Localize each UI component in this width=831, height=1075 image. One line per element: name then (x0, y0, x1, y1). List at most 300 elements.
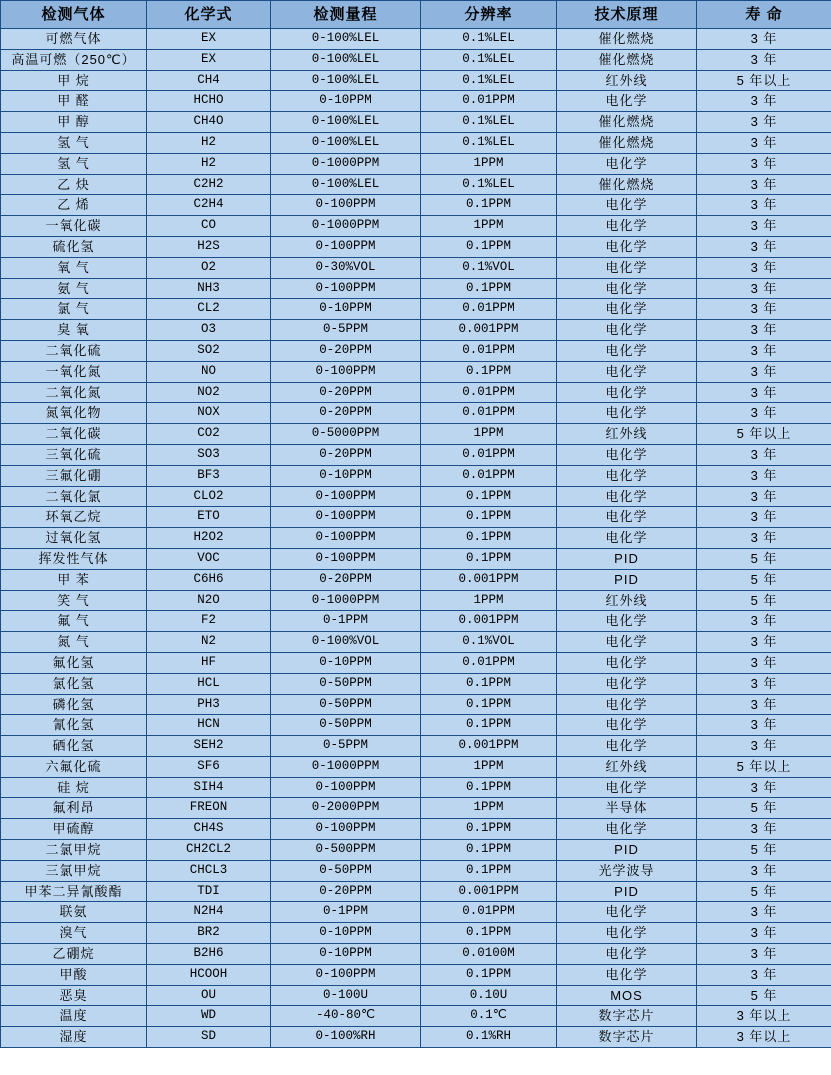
cell-resolution: 0.1PPM (421, 548, 557, 569)
cell-gas-name: 二氯甲烷 (1, 840, 147, 861)
cell-lifetime: 3 年 (697, 486, 831, 507)
cell-technology: 电化学 (557, 507, 697, 528)
cell-resolution: 0.1PPM (421, 507, 557, 528)
cell-gas-name: 三氯甲烷 (1, 860, 147, 881)
cell-resolution: 0.1%VOL (421, 257, 557, 278)
cell-gas-name: 三氧化硫 (1, 444, 147, 465)
cell-technology: 电化学 (557, 216, 697, 237)
table-row (1, 486, 831, 507)
cell-gas-name: 氟化氢 (1, 652, 147, 673)
cell-gas-name: 甲苯二异氰酸酯 (1, 881, 147, 902)
cell-chemical-formula: HCN (147, 715, 271, 736)
cell-chemical-formula: PH3 (147, 694, 271, 715)
cell-technology: PID (557, 548, 697, 569)
cell-chemical-formula: H2O2 (147, 528, 271, 549)
cell-chemical-formula: CH4S (147, 819, 271, 840)
cell-detection-range: 0-10PPM (271, 944, 421, 965)
cell-chemical-formula: H2S (147, 236, 271, 257)
cell-lifetime: 3 年 (697, 465, 831, 486)
cell-technology: PID (557, 840, 697, 861)
cell-chemical-formula: FREON (147, 798, 271, 819)
cell-lifetime: 3 年 (697, 923, 831, 944)
cell-chemical-formula: CH4O (147, 112, 271, 133)
cell-technology: 催化燃烧 (557, 174, 697, 195)
cell-gas-name: 过氧化氢 (1, 528, 147, 549)
cell-gas-name: 二氧化氮 (1, 382, 147, 403)
cell-detection-range: 0-1PPM (271, 611, 421, 632)
cell-technology: 电化学 (557, 299, 697, 320)
cell-lifetime: 3 年 (697, 964, 831, 985)
cell-detection-range: 0-100%LEL (271, 174, 421, 195)
cell-detection-range: 0-100PPM (271, 507, 421, 528)
cell-lifetime: 3 年 (697, 444, 831, 465)
cell-chemical-formula: C2H2 (147, 174, 271, 195)
cell-detection-range: 0-100PPM (271, 777, 421, 798)
cell-chemical-formula: O3 (147, 320, 271, 341)
cell-technology: PID (557, 569, 697, 590)
cell-detection-range: 0-50PPM (271, 673, 421, 694)
cell-resolution: 0.1PPM (421, 361, 557, 382)
cell-detection-range: 0-20PPM (271, 340, 421, 361)
cell-chemical-formula: TDI (147, 881, 271, 902)
cell-resolution: 0.1PPM (421, 195, 557, 216)
cell-gas-name: 挥发性气体 (1, 548, 147, 569)
cell-resolution: 0.1PPM (421, 673, 557, 694)
cell-technology: 电化学 (557, 382, 697, 403)
cell-gas-name: 氟利昂 (1, 798, 147, 819)
cell-chemical-formula: H2 (147, 132, 271, 153)
cell-chemical-formula: BR2 (147, 923, 271, 944)
cell-detection-range: 0-30%VOL (271, 257, 421, 278)
table-row (1, 1006, 831, 1027)
cell-gas-name: 环氧乙烷 (1, 507, 147, 528)
cell-technology: 电化学 (557, 444, 697, 465)
cell-technology: 电化学 (557, 278, 697, 299)
cell-gas-name: 氯化氢 (1, 673, 147, 694)
cell-resolution: 0.001PPM (421, 320, 557, 341)
cell-technology: 电化学 (557, 465, 697, 486)
cell-technology: 电化学 (557, 195, 697, 216)
cell-resolution: 0.0100M (421, 944, 557, 965)
header-row (1, 1, 831, 29)
cell-resolution: 0.1PPM (421, 860, 557, 881)
table-row (1, 715, 831, 736)
cell-chemical-formula: EX (147, 49, 271, 70)
cell-gas-name: 甲 烷 (1, 70, 147, 91)
cell-chemical-formula: C6H6 (147, 569, 271, 590)
cell-lifetime: 3 年 (697, 382, 831, 403)
cell-resolution: 1PPM (421, 216, 557, 237)
cell-gas-name: 二氧化氯 (1, 486, 147, 507)
cell-lifetime: 3 年 (697, 736, 831, 757)
cell-chemical-formula: EX (147, 29, 271, 50)
cell-lifetime: 3 年 (697, 299, 831, 320)
table-body (1, 29, 831, 1048)
cell-chemical-formula: WD (147, 1006, 271, 1027)
cell-resolution: 0.1PPM (421, 819, 557, 840)
cell-detection-range: 0-1PPM (271, 902, 421, 923)
cell-lifetime: 5 年以上 (697, 424, 831, 445)
cell-technology: 电化学 (557, 673, 697, 694)
cell-detection-range: 0-100%VOL (271, 632, 421, 653)
cell-gas-name: 臭 氧 (1, 320, 147, 341)
table-row (1, 964, 831, 985)
cell-technology: 电化学 (557, 320, 697, 341)
cell-resolution: 0.1℃ (421, 1006, 557, 1027)
cell-detection-range: 0-100%LEL (271, 70, 421, 91)
cell-resolution: 0.001PPM (421, 569, 557, 590)
table-row (1, 548, 831, 569)
cell-gas-name: 二氧化硫 (1, 340, 147, 361)
cell-resolution: 0.1PPM (421, 236, 557, 257)
cell-lifetime: 3 年 (697, 153, 831, 174)
cell-detection-range: 0-20PPM (271, 569, 421, 590)
cell-gas-name: 二氧化碳 (1, 424, 147, 445)
cell-lifetime: 3 年 (697, 403, 831, 424)
cell-resolution: 0.001PPM (421, 736, 557, 757)
cell-resolution: 0.01PPM (421, 382, 557, 403)
cell-resolution: 0.1%RH (421, 1027, 557, 1048)
cell-gas-name: 乙 炔 (1, 174, 147, 195)
cell-detection-range: 0-5PPM (271, 736, 421, 757)
table-row (1, 236, 831, 257)
cell-detection-range: 0-5PPM (271, 320, 421, 341)
cell-gas-name: 湿度 (1, 1027, 147, 1048)
cell-detection-range: 0-2000PPM (271, 798, 421, 819)
cell-gas-name: 甲酸 (1, 964, 147, 985)
cell-resolution: 0.1%LEL (421, 49, 557, 70)
cell-technology: 电化学 (557, 236, 697, 257)
table-row (1, 444, 831, 465)
table-row (1, 465, 831, 486)
table-row (1, 299, 831, 320)
cell-detection-range: 0-100%LEL (271, 132, 421, 153)
table-row (1, 361, 831, 382)
table-row (1, 153, 831, 174)
cell-technology: 数字芯片 (557, 1006, 697, 1027)
cell-lifetime: 3 年 (697, 694, 831, 715)
table-row (1, 1027, 831, 1048)
cell-technology: 催化燃烧 (557, 132, 697, 153)
cell-resolution: 0.1%LEL (421, 70, 557, 91)
cell-chemical-formula: H2 (147, 153, 271, 174)
table-row (1, 611, 831, 632)
column-header-formula: 化学式 (147, 1, 271, 29)
cell-lifetime: 3 年 (697, 91, 831, 112)
table-row (1, 257, 831, 278)
cell-resolution: 0.01PPM (421, 299, 557, 320)
cell-lifetime: 5 年以上 (697, 756, 831, 777)
cell-chemical-formula: NO (147, 361, 271, 382)
cell-technology: 电化学 (557, 694, 697, 715)
cell-gas-name: 氢 气 (1, 132, 147, 153)
cell-detection-range: 0-100PPM (271, 548, 421, 569)
cell-gas-name: 联氨 (1, 902, 147, 923)
cell-detection-range: 0-10PPM (271, 465, 421, 486)
cell-technology: 电化学 (557, 361, 697, 382)
table-row (1, 756, 831, 777)
cell-chemical-formula: O2 (147, 257, 271, 278)
column-header-gas-name: 检测气体 (1, 1, 147, 29)
cell-technology: 红外线 (557, 756, 697, 777)
cell-resolution: 1PPM (421, 153, 557, 174)
cell-technology: 电化学 (557, 923, 697, 944)
cell-technology: 光学波导 (557, 860, 697, 881)
cell-chemical-formula: VOC (147, 548, 271, 569)
cell-technology: 电化学 (557, 944, 697, 965)
cell-resolution: 0.1%VOL (421, 632, 557, 653)
cell-gas-name: 硫化氢 (1, 236, 147, 257)
table-row (1, 985, 831, 1006)
cell-technology: 电化学 (557, 736, 697, 757)
cell-lifetime: 3 年 (697, 29, 831, 50)
cell-gas-name: 温度 (1, 1006, 147, 1027)
cell-resolution: 0.001PPM (421, 881, 557, 902)
cell-detection-range: 0-20PPM (271, 881, 421, 902)
cell-lifetime: 3 年 (697, 652, 831, 673)
cell-gas-name: 六氟化硫 (1, 756, 147, 777)
table-row (1, 569, 831, 590)
table-row (1, 195, 831, 216)
cell-technology: 红外线 (557, 590, 697, 611)
cell-gas-name: 甲 醇 (1, 112, 147, 133)
cell-detection-range: 0-10PPM (271, 923, 421, 944)
table-row (1, 132, 831, 153)
cell-gas-name: 硒化氢 (1, 736, 147, 757)
cell-detection-range: 0-20PPM (271, 382, 421, 403)
table-row (1, 777, 831, 798)
table-row (1, 590, 831, 611)
cell-resolution: 0.1PPM (421, 964, 557, 985)
cell-resolution: 0.1PPM (421, 715, 557, 736)
cell-gas-name: 三氟化硼 (1, 465, 147, 486)
cell-detection-range: 0-100%LEL (271, 29, 421, 50)
cell-gas-name: 氟 气 (1, 611, 147, 632)
cell-detection-range: 0-100PPM (271, 819, 421, 840)
cell-chemical-formula: HF (147, 652, 271, 673)
cell-lifetime: 5 年 (697, 798, 831, 819)
cell-detection-range: 0-1000PPM (271, 216, 421, 237)
cell-technology: 电化学 (557, 486, 697, 507)
cell-lifetime: 3 年 (697, 278, 831, 299)
cell-lifetime: 3 年以上 (697, 1006, 831, 1027)
cell-lifetime: 5 年 (697, 881, 831, 902)
cell-detection-range: 0-100PPM (271, 195, 421, 216)
cell-detection-range: 0-20PPM (271, 403, 421, 424)
cell-resolution: 0.1PPM (421, 278, 557, 299)
cell-gas-name: 氰化氢 (1, 715, 147, 736)
table-row (1, 382, 831, 403)
cell-gas-name: 氮 气 (1, 632, 147, 653)
cell-chemical-formula: CHCL3 (147, 860, 271, 881)
cell-detection-range: 0-1000PPM (271, 153, 421, 174)
table-row (1, 320, 831, 341)
cell-chemical-formula: N2 (147, 632, 271, 653)
cell-resolution: 1PPM (421, 424, 557, 445)
table-row (1, 424, 831, 445)
cell-resolution: 0.1%LEL (421, 112, 557, 133)
cell-detection-range: 0-100PPM (271, 236, 421, 257)
cell-technology: 电化学 (557, 340, 697, 361)
cell-resolution: 0.01PPM (421, 403, 557, 424)
cell-detection-range: 0-50PPM (271, 694, 421, 715)
cell-chemical-formula: CL2 (147, 299, 271, 320)
column-header-resolution: 分辨率 (421, 1, 557, 29)
cell-technology: 电化学 (557, 91, 697, 112)
cell-gas-name: 甲 醛 (1, 91, 147, 112)
cell-chemical-formula: NOX (147, 403, 271, 424)
cell-chemical-formula: N2H4 (147, 902, 271, 923)
column-header-range: 检测量程 (271, 1, 421, 29)
cell-lifetime: 3 年 (697, 340, 831, 361)
cell-chemical-formula: SF6 (147, 756, 271, 777)
cell-detection-range: 0-100%RH (271, 1027, 421, 1048)
cell-lifetime: 3 年 (697, 320, 831, 341)
cell-technology: 电化学 (557, 777, 697, 798)
cell-resolution: 0.1%LEL (421, 132, 557, 153)
cell-chemical-formula: SEH2 (147, 736, 271, 757)
cell-chemical-formula: NH3 (147, 278, 271, 299)
cell-lifetime: 5 年 (697, 590, 831, 611)
cell-lifetime: 3 年 (697, 236, 831, 257)
cell-chemical-formula: C2H4 (147, 195, 271, 216)
cell-chemical-formula: SD (147, 1027, 271, 1048)
cell-chemical-formula: F2 (147, 611, 271, 632)
cell-technology: 电化学 (557, 715, 697, 736)
cell-detection-range: 0-20PPM (271, 444, 421, 465)
table-row (1, 798, 831, 819)
cell-detection-range: 0-10PPM (271, 91, 421, 112)
table-row (1, 278, 831, 299)
cell-resolution: 1PPM (421, 590, 557, 611)
cell-technology: 半导体 (557, 798, 697, 819)
cell-detection-range: 0-100PPM (271, 486, 421, 507)
cell-resolution: 0.01PPM (421, 91, 557, 112)
cell-technology: 电化学 (557, 528, 697, 549)
cell-gas-name: 硅 烷 (1, 777, 147, 798)
table-row (1, 673, 831, 694)
table-row (1, 840, 831, 861)
table-row (1, 91, 831, 112)
cell-technology: 电化学 (557, 964, 697, 985)
cell-gas-name: 可燃气体 (1, 29, 147, 50)
cell-lifetime: 3 年 (697, 777, 831, 798)
table-header (1, 1, 831, 29)
table-row (1, 29, 831, 50)
cell-chemical-formula: HCHO (147, 91, 271, 112)
table-row (1, 112, 831, 133)
cell-detection-range: 0-50PPM (271, 860, 421, 881)
cell-gas-name: 一氧化碳 (1, 216, 147, 237)
cell-technology: 电化学 (557, 632, 697, 653)
cell-technology: MOS (557, 985, 697, 1006)
cell-detection-range: 0-1000PPM (271, 590, 421, 611)
cell-resolution: 0.1%LEL (421, 174, 557, 195)
cell-chemical-formula: CH2CL2 (147, 840, 271, 861)
cell-gas-name: 甲硫醇 (1, 819, 147, 840)
cell-detection-range: -40-80℃ (271, 1006, 421, 1027)
cell-lifetime: 3 年 (697, 361, 831, 382)
table-row (1, 652, 831, 673)
cell-lifetime: 3 年 (697, 673, 831, 694)
cell-gas-name: 甲 苯 (1, 569, 147, 590)
cell-lifetime: 5 年 (697, 569, 831, 590)
cell-lifetime: 3 年 (697, 112, 831, 133)
cell-gas-name: 氨 气 (1, 278, 147, 299)
cell-resolution: 0.1PPM (421, 486, 557, 507)
cell-technology: 电化学 (557, 611, 697, 632)
table-row (1, 403, 831, 424)
table-row (1, 944, 831, 965)
cell-lifetime: 3 年 (697, 257, 831, 278)
cell-chemical-formula: OU (147, 985, 271, 1006)
cell-chemical-formula: HCL (147, 673, 271, 694)
cell-lifetime: 3 年 (697, 944, 831, 965)
cell-lifetime: 3 年 (697, 132, 831, 153)
cell-resolution: 0.01PPM (421, 465, 557, 486)
cell-technology: 电化学 (557, 819, 697, 840)
cell-gas-name: 氧 气 (1, 257, 147, 278)
table-row (1, 881, 831, 902)
cell-lifetime: 5 年 (697, 548, 831, 569)
cell-resolution: 0.1PPM (421, 694, 557, 715)
cell-detection-range: 0-100U (271, 985, 421, 1006)
cell-detection-range: 0-100PPM (271, 528, 421, 549)
cell-gas-name: 高温可燃（250℃） (1, 49, 147, 70)
table-row (1, 216, 831, 237)
table-row (1, 923, 831, 944)
cell-detection-range: 0-10PPM (271, 299, 421, 320)
cell-resolution: 0.01PPM (421, 652, 557, 673)
cell-technology: 电化学 (557, 153, 697, 174)
cell-resolution: 0.1PPM (421, 923, 557, 944)
cell-resolution: 1PPM (421, 756, 557, 777)
cell-resolution: 0.01PPM (421, 444, 557, 465)
table-row (1, 736, 831, 757)
table-row (1, 70, 831, 91)
cell-technology: 数字芯片 (557, 1027, 697, 1048)
cell-chemical-formula: SIH4 (147, 777, 271, 798)
column-header-technology: 技术原理 (557, 1, 697, 29)
cell-chemical-formula: B2H6 (147, 944, 271, 965)
cell-chemical-formula: N2O (147, 590, 271, 611)
cell-technology: 电化学 (557, 257, 697, 278)
cell-chemical-formula: CLO2 (147, 486, 271, 507)
cell-technology: 红外线 (557, 424, 697, 445)
cell-gas-name: 氢 气 (1, 153, 147, 174)
cell-gas-name: 乙 烯 (1, 195, 147, 216)
cell-lifetime: 5 年 (697, 840, 831, 861)
cell-resolution: 0.1PPM (421, 777, 557, 798)
cell-lifetime: 3 年 (697, 632, 831, 653)
cell-chemical-formula: SO2 (147, 340, 271, 361)
table-row (1, 174, 831, 195)
cell-detection-range: 0-5000PPM (271, 424, 421, 445)
table-row (1, 694, 831, 715)
cell-chemical-formula: NO2 (147, 382, 271, 403)
table-row (1, 860, 831, 881)
cell-gas-name: 笑 气 (1, 590, 147, 611)
cell-detection-range: 0-100%LEL (271, 49, 421, 70)
cell-technology: 电化学 (557, 403, 697, 424)
cell-lifetime: 3 年 (697, 216, 831, 237)
cell-lifetime: 3 年 (697, 860, 831, 881)
table-row (1, 507, 831, 528)
table-row (1, 902, 831, 923)
cell-resolution: 0.01PPM (421, 902, 557, 923)
table-row (1, 49, 831, 70)
cell-chemical-formula: CH4 (147, 70, 271, 91)
